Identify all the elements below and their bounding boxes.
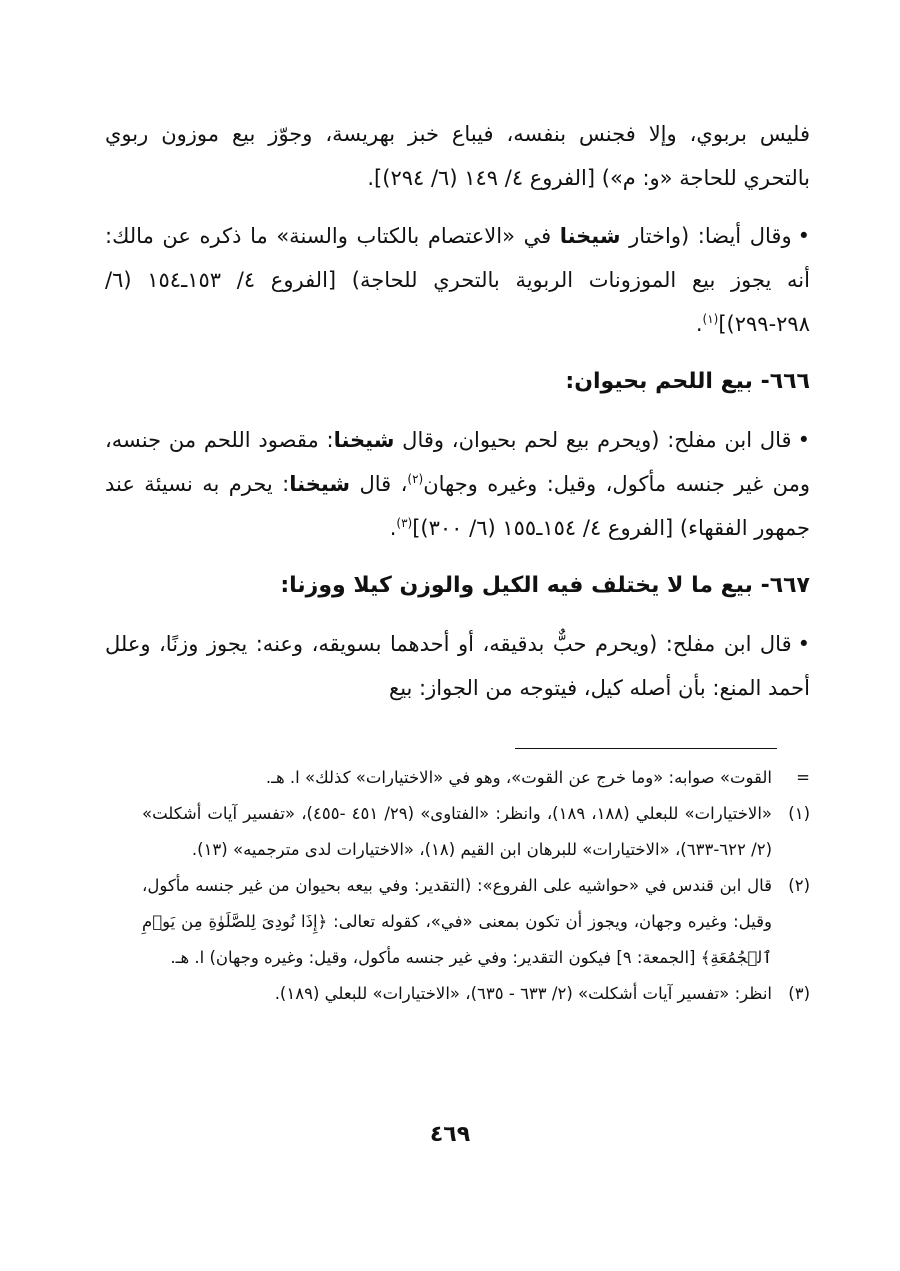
- footnotes: [142, 760, 810, 1012]
- footnote-1: [142, 796, 810, 868]
- footnote-text: «الاختيارات» للبعلي (١٨٨، ١٨٩)، وانظر: «الفتاوى» (٢٩/ ٤٥١ -٤٥٥)، «تفسير آيات أشكلت» (٢/ ٦٢٢-٦٣٣)، «الاختيارات» للبرهان ابن القيم (١٨)، «الاختيارات لدى مترجميه» (١٣).: [142, 804, 773, 859]
- footnote-continuation: [142, 760, 810, 796]
- footnote-number: (٣): [788, 984, 810, 1003]
- bullet: •: [797, 224, 810, 248]
- footnote-ref-3[interactable]: (٣): [396, 516, 413, 530]
- footnote-divider: [515, 748, 777, 749]
- emphasis-shaykhuna: شيخنا: [333, 428, 395, 452]
- page-number: ٤٦٩: [429, 1122, 471, 1147]
- bullet: •: [797, 428, 810, 452]
- paragraph-2: •وقال أيضا: (واختار شيخنا في «الاعتصام بالكتاب والسنة» ما ذكره عن مالك: أنه يجوز بيع الموزونات الربوية بالتحري للحاجة) [الفروع ٤/ ١٥٣ـ١٥٤ (٦/ ٢٩٨-٢٩٩)]$^{(١)}$.: [105, 224, 810, 336]
- emphasis-shaykhuna: شيخنا: [559, 224, 621, 248]
- paragraph-1: فليس بربوي، وإلا فجنس بنفسه، فيباع خبز بهريسة، وجوّز بيع موزون ربوي بالتحري للحاجة «و: م») [الفروع ٤/ ١٤٩ (٦/ ٢٩٤)].: [105, 122, 810, 190]
- footnote-number: (١): [788, 804, 810, 823]
- bullet: •: [797, 632, 810, 656]
- footnote-3: [142, 976, 810, 1012]
- footnote-ref-2[interactable]: (٢): [407, 472, 424, 486]
- paragraph-4: •قال ابن مفلح: (ويحرم حبٌّ بدقيقه، أو أحدهما بسويقه، وعنه: يجوز وزنًا، وعلل أحمد المنع: بأن أصله كيل، فيتوجه من الجواز: بيع: [105, 632, 810, 700]
- footnote-text: انظر: «تفسير آيات أشكلت» (٢/ ٦٣٣ - ٦٣٥)، «الاختيارات» للبعلي (١٨٩).: [274, 984, 772, 1003]
- footnote-marker: =: [796, 768, 810, 787]
- section-heading-667: ٦٦٧- بيع ما لا يختلف فيه الكيل والوزن كيلا ووزنا:: [280, 573, 810, 598]
- footnote-ref-1[interactable]: (١): [702, 312, 719, 326]
- footnote-text: القوت» صوابه: «وما خرج عن القوت»، وهو في «الاختيارات» كذلك» ا. هـ.: [265, 768, 772, 787]
- emphasis-shaykhuna: شيخنا: [289, 472, 351, 496]
- footnote-text: قال ابن قندس في «حواشيه على الفروع»: (التقدير: وفي بيعه بحيوان من غير جنسه مأكول، وقيل: وغيره وجهان، ويجوز أن تكون بمعنى «في»، كقوله تعالى: ﴿إِذَا نُودِىَ لِلصَّلَوٰةِ مِن يَوۡمِ ٱلۡجُمُعَةِ﴾ [الجمعة: ٩] فيكون التقدير: وفي غير جنسه مأكول، وقيل: وغيره وجهان) ا. هـ.: [142, 876, 772, 967]
- footnote-number: (٢): [788, 876, 810, 895]
- section-heading-666: ٦٦٦- بيع اللحم بحيوان:: [565, 369, 810, 394]
- paragraph-3: •قال ابن مفلح: (ويحرم بيع لحم بحيوان، وقال شيخنا: مقصود اللحم من جنسه، ومن غير جنسه مأكول، وقيل: وغيره وجهان$^{(٢)}$، قال شيخنا: يحرم به نسيئة عند جمهور الفقهاء) [الفروع ٤/ ١٥٤ـ١٥٥ (٦/ ٣٠٠)]$^{(٣)}$.: [105, 428, 810, 540]
- main-text: [105, 112, 810, 710]
- footnote-2: [142, 868, 810, 976]
